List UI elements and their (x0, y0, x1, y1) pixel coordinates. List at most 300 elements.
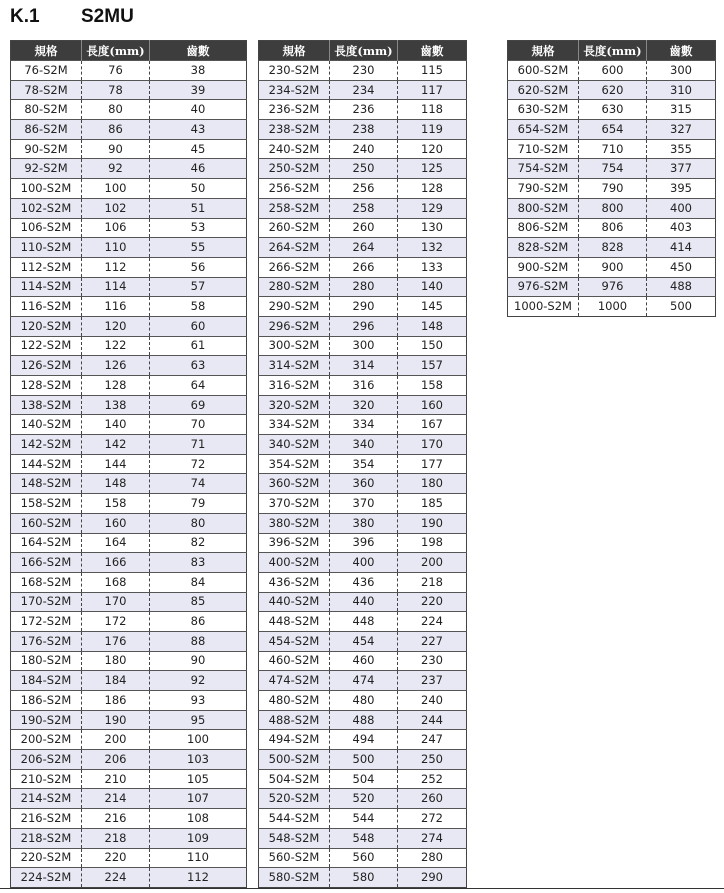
spec-cell: 102-S2M (11, 198, 82, 218)
teeth-cell: 227 (398, 631, 467, 651)
teeth-cell: 130 (398, 218, 467, 238)
teeth-cell: 377 (647, 159, 716, 179)
length-cell: 160 (82, 513, 150, 533)
length-cell: 200 (82, 730, 150, 750)
table-row (11, 395, 247, 415)
teeth-cell: 95 (150, 710, 247, 730)
table-row (11, 828, 247, 848)
length-cell: 710 (579, 139, 647, 159)
header-length: 長度(mm) (82, 41, 150, 61)
spec-cell: 90-S2M (11, 139, 82, 159)
bottom-divider (0, 888, 724, 889)
teeth-cell: 57 (150, 277, 247, 297)
teeth-cell: 63 (150, 356, 247, 376)
spec-cell: 176-S2M (11, 631, 82, 651)
table-row (11, 631, 247, 651)
table-row (11, 494, 247, 514)
table-row (259, 376, 467, 396)
table-row (11, 750, 247, 770)
table-row (259, 474, 467, 494)
table-row (11, 179, 247, 199)
teeth-cell: 157 (398, 356, 467, 376)
spec-cell: 334-S2M (259, 415, 330, 435)
teeth-cell: 290 (398, 868, 467, 888)
length-cell: 296 (330, 316, 398, 336)
length-cell: 316 (330, 376, 398, 396)
length-cell: 620 (579, 80, 647, 100)
length-cell: 106 (82, 218, 150, 238)
length-cell: 454 (330, 631, 398, 651)
length-cell: 166 (82, 553, 150, 573)
table-header-row (508, 41, 716, 61)
product-name: S2MU (81, 6, 134, 27)
teeth-cell: 92 (150, 671, 247, 691)
spec-cell: 172-S2M (11, 612, 82, 632)
teeth-cell: 90 (150, 651, 247, 671)
spec-cell: 266-S2M (259, 257, 330, 277)
table-row (11, 848, 247, 868)
table-row (11, 769, 247, 789)
spec-cell: 400-S2M (259, 553, 330, 573)
teeth-cell: 414 (647, 238, 716, 258)
teeth-cell: 86 (150, 612, 247, 632)
length-cell: 92 (82, 159, 150, 179)
spec-cell: 480-S2M (259, 691, 330, 711)
table-row (11, 415, 247, 435)
table-header-row (11, 41, 247, 61)
spec-cell: 354-S2M (259, 454, 330, 474)
spec-cell: 166-S2M (11, 553, 82, 573)
table-row (11, 139, 247, 159)
teeth-cell: 128 (398, 179, 467, 199)
table-row (259, 336, 467, 356)
spec-cell: 280-S2M (259, 277, 330, 297)
spec-cell: 790-S2M (508, 179, 579, 199)
spec-cell: 216-S2M (11, 809, 82, 829)
spec-cell: 296-S2M (259, 316, 330, 336)
section-code: K.1 (10, 6, 40, 27)
table-row (259, 809, 467, 829)
table-row (11, 612, 247, 632)
table-row (259, 218, 467, 238)
teeth-cell: 112 (150, 868, 247, 888)
spec-cell: 168-S2M (11, 572, 82, 592)
length-cell: 580 (330, 868, 398, 888)
table-header-row (259, 41, 467, 61)
table-row (259, 691, 467, 711)
spec-cell: 710-S2M (508, 139, 579, 159)
teeth-cell: 58 (150, 297, 247, 317)
teeth-cell: 355 (647, 139, 716, 159)
length-cell: 280 (330, 277, 398, 297)
spec-cell: 454-S2M (259, 631, 330, 651)
teeth-cell: 83 (150, 553, 247, 573)
teeth-cell: 43 (150, 120, 247, 140)
teeth-cell: 109 (150, 828, 247, 848)
teeth-cell: 117 (398, 80, 467, 100)
table-row (259, 435, 467, 455)
table-row (259, 828, 467, 848)
table-row (259, 257, 467, 277)
length-cell: 240 (330, 139, 398, 159)
teeth-cell: 82 (150, 533, 247, 553)
spec-cell: 800-S2M (508, 198, 579, 218)
spec-cell: 440-S2M (259, 592, 330, 612)
teeth-cell: 125 (398, 159, 467, 179)
spec-cell: 500-S2M (259, 750, 330, 770)
length-cell: 128 (82, 376, 150, 396)
length-cell: 210 (82, 769, 150, 789)
length-cell: 828 (579, 238, 647, 258)
length-cell: 800 (579, 198, 647, 218)
spec-cell: 164-S2M (11, 533, 82, 553)
length-cell: 380 (330, 513, 398, 533)
length-cell: 220 (82, 848, 150, 868)
table-row (259, 612, 467, 632)
length-cell: 370 (330, 494, 398, 514)
teeth-cell: 500 (647, 297, 716, 317)
table-row (259, 100, 467, 120)
table-row (11, 789, 247, 809)
length-cell: 544 (330, 809, 398, 829)
length-cell: 112 (82, 257, 150, 277)
spec-cell: 316-S2M (259, 376, 330, 396)
teeth-cell: 280 (398, 848, 467, 868)
teeth-cell: 50 (150, 179, 247, 199)
table-row (11, 120, 247, 140)
teeth-cell: 118 (398, 100, 467, 120)
header-length: 長度(mm) (579, 41, 647, 61)
length-cell: 630 (579, 100, 647, 120)
length-cell: 126 (82, 356, 150, 376)
spec-cell: 436-S2M (259, 572, 330, 592)
spec-cell: 184-S2M (11, 671, 82, 691)
length-cell: 86 (82, 120, 150, 140)
length-cell: 238 (330, 120, 398, 140)
table-row (259, 750, 467, 770)
length-cell: 180 (82, 651, 150, 671)
teeth-cell: 488 (647, 277, 716, 297)
table-row (11, 454, 247, 474)
spec-cell: 474-S2M (259, 671, 330, 691)
teeth-cell: 220 (398, 592, 467, 612)
length-cell: 320 (330, 395, 398, 415)
length-cell: 548 (330, 828, 398, 848)
teeth-cell: 272 (398, 809, 467, 829)
spec-cell: 224-S2M (11, 868, 82, 888)
table-row (259, 277, 467, 297)
length-cell: 806 (579, 218, 647, 238)
table-row (11, 218, 247, 238)
table-row (508, 100, 716, 120)
spec-cell: 238-S2M (259, 120, 330, 140)
table-row (11, 356, 247, 376)
spec-cell: 160-S2M (11, 513, 82, 533)
length-cell: 114 (82, 277, 150, 297)
length-cell: 504 (330, 769, 398, 789)
length-cell: 100 (82, 179, 150, 199)
length-cell: 400 (330, 553, 398, 573)
teeth-cell: 158 (398, 376, 467, 396)
spec-cell: 86-S2M (11, 120, 82, 140)
teeth-cell: 119 (398, 120, 467, 140)
table-row (11, 513, 247, 533)
spec-cell: 504-S2M (259, 769, 330, 789)
header-teeth: 齒數 (150, 41, 247, 61)
table-row (259, 139, 467, 159)
table-row (11, 316, 247, 336)
teeth-cell: 93 (150, 691, 247, 711)
teeth-cell: 200 (398, 553, 467, 573)
teeth-cell: 107 (150, 789, 247, 809)
teeth-cell: 51 (150, 198, 247, 218)
teeth-cell: 70 (150, 415, 247, 435)
table-row (259, 179, 467, 199)
spec-cell: 144-S2M (11, 454, 82, 474)
table-row (11, 533, 247, 553)
teeth-cell: 400 (647, 198, 716, 218)
length-cell: 168 (82, 572, 150, 592)
length-cell: 144 (82, 454, 150, 474)
teeth-cell: 190 (398, 513, 467, 533)
table-row (11, 710, 247, 730)
teeth-cell: 237 (398, 671, 467, 691)
spec-cell: 900-S2M (508, 257, 579, 277)
table-row (508, 61, 716, 81)
table-row (259, 592, 467, 612)
spec-cell: 128-S2M (11, 376, 82, 396)
teeth-cell: 79 (150, 494, 247, 514)
length-cell: 300 (330, 336, 398, 356)
spec-cell: 630-S2M (508, 100, 579, 120)
teeth-cell: 40 (150, 100, 247, 120)
table-row (11, 553, 247, 573)
spec-cell: 126-S2M (11, 356, 82, 376)
teeth-cell: 240 (398, 691, 467, 711)
table-row (508, 277, 716, 297)
length-cell: 266 (330, 257, 398, 277)
spec-cell: 314-S2M (259, 356, 330, 376)
length-cell: 158 (82, 494, 150, 514)
table-row (11, 257, 247, 277)
length-cell: 230 (330, 61, 398, 81)
teeth-cell: 310 (647, 80, 716, 100)
spec-cell: 158-S2M (11, 494, 82, 514)
teeth-cell: 150 (398, 336, 467, 356)
table-row (508, 198, 716, 218)
table-row (508, 257, 716, 277)
spec-table-3 (507, 40, 716, 317)
teeth-cell: 46 (150, 159, 247, 179)
teeth-cell: 110 (150, 848, 247, 868)
length-cell: 290 (330, 297, 398, 317)
table-row (11, 159, 247, 179)
teeth-cell: 180 (398, 474, 467, 494)
table-row (11, 435, 247, 455)
table-row (508, 238, 716, 258)
length-cell: 236 (330, 100, 398, 120)
length-cell: 474 (330, 671, 398, 691)
teeth-cell: 72 (150, 454, 247, 474)
spec-cell: 264-S2M (259, 238, 330, 258)
spec-cell: 206-S2M (11, 750, 82, 770)
teeth-cell: 108 (150, 809, 247, 829)
table-row (11, 592, 247, 612)
spec-cell: 180-S2M (11, 651, 82, 671)
teeth-cell: 115 (398, 61, 467, 81)
spec-cell: 488-S2M (259, 710, 330, 730)
length-cell: 600 (579, 61, 647, 81)
table-row (11, 100, 247, 120)
teeth-cell: 160 (398, 395, 467, 415)
length-cell: 116 (82, 297, 150, 317)
table-row (259, 848, 467, 868)
table-row (259, 395, 467, 415)
table-row (259, 120, 467, 140)
spec-cell: 76-S2M (11, 61, 82, 81)
length-cell: 754 (579, 159, 647, 179)
table-row (259, 454, 467, 474)
spec-cell: 114-S2M (11, 277, 82, 297)
teeth-cell: 55 (150, 238, 247, 258)
length-cell: 560 (330, 848, 398, 868)
spec-cell: 122-S2M (11, 336, 82, 356)
table-row (508, 120, 716, 140)
length-cell: 216 (82, 809, 150, 829)
table-row (11, 277, 247, 297)
spec-cell: 258-S2M (259, 198, 330, 218)
teeth-cell: 45 (150, 139, 247, 159)
table-row (259, 415, 467, 435)
spec-cell: 220-S2M (11, 848, 82, 868)
teeth-cell: 39 (150, 80, 247, 100)
table-row (11, 730, 247, 750)
spec-cell: 494-S2M (259, 730, 330, 750)
length-cell: 314 (330, 356, 398, 376)
table-row (259, 572, 467, 592)
teeth-cell: 103 (150, 750, 247, 770)
teeth-cell: 198 (398, 533, 467, 553)
spec-cell: 138-S2M (11, 395, 82, 415)
length-cell: 122 (82, 336, 150, 356)
spec-cell: 460-S2M (259, 651, 330, 671)
spec-cell: 92-S2M (11, 159, 82, 179)
length-cell: 76 (82, 61, 150, 81)
spec-cell: 110-S2M (11, 238, 82, 258)
teeth-cell: 64 (150, 376, 247, 396)
teeth-cell: 61 (150, 336, 247, 356)
length-cell: 264 (330, 238, 398, 258)
length-cell: 140 (82, 415, 150, 435)
length-cell: 440 (330, 592, 398, 612)
length-cell: 138 (82, 395, 150, 415)
length-cell: 790 (579, 179, 647, 199)
table-row (11, 376, 247, 396)
table-row (508, 179, 716, 199)
table-row (11, 80, 247, 100)
table-row (259, 769, 467, 789)
teeth-cell: 224 (398, 612, 467, 632)
spec-cell: 340-S2M (259, 435, 330, 455)
teeth-cell: 167 (398, 415, 467, 435)
table-row (259, 80, 467, 100)
length-cell: 224 (82, 868, 150, 888)
spec-cell: 100-S2M (11, 179, 82, 199)
teeth-cell: 145 (398, 297, 467, 317)
header-teeth: 齒數 (647, 41, 716, 61)
teeth-cell: 85 (150, 592, 247, 612)
length-cell: 260 (330, 218, 398, 238)
table-row (259, 789, 467, 809)
table-row (11, 691, 247, 711)
teeth-cell: 80 (150, 513, 247, 533)
teeth-cell: 53 (150, 218, 247, 238)
table-row (259, 316, 467, 336)
spec-cell: 170-S2M (11, 592, 82, 612)
length-cell: 494 (330, 730, 398, 750)
length-cell: 480 (330, 691, 398, 711)
table-row (259, 513, 467, 533)
table-row (11, 809, 247, 829)
table-row (259, 553, 467, 573)
length-cell: 120 (82, 316, 150, 336)
spec-cell: 754-S2M (508, 159, 579, 179)
teeth-cell: 129 (398, 198, 467, 218)
length-cell: 206 (82, 750, 150, 770)
spec-cell: 260-S2M (259, 218, 330, 238)
length-cell: 354 (330, 454, 398, 474)
length-cell: 102 (82, 198, 150, 218)
length-cell: 654 (579, 120, 647, 140)
teeth-cell: 133 (398, 257, 467, 277)
spec-cell: 214-S2M (11, 789, 82, 809)
teeth-cell: 105 (150, 769, 247, 789)
header-spec: 規格 (11, 41, 82, 61)
table-row (11, 61, 247, 81)
spec-cell: 234-S2M (259, 80, 330, 100)
teeth-cell: 71 (150, 435, 247, 455)
teeth-cell: 148 (398, 316, 467, 336)
spec-cell: 218-S2M (11, 828, 82, 848)
length-cell: 142 (82, 435, 150, 455)
table-row (259, 159, 467, 179)
teeth-cell: 84 (150, 572, 247, 592)
teeth-cell: 100 (150, 730, 247, 750)
spec-cell: 230-S2M (259, 61, 330, 81)
table-row (11, 474, 247, 494)
length-cell: 186 (82, 691, 150, 711)
table-row (11, 868, 247, 888)
spec-table-2 (258, 40, 467, 888)
spec-cell: 210-S2M (11, 769, 82, 789)
length-cell: 80 (82, 100, 150, 120)
spec-cell: 186-S2M (11, 691, 82, 711)
table-row (259, 356, 467, 376)
length-cell: 218 (82, 828, 150, 848)
spec-cell: 370-S2M (259, 494, 330, 514)
teeth-cell: 132 (398, 238, 467, 258)
spec-cell: 236-S2M (259, 100, 330, 120)
teeth-cell: 69 (150, 395, 247, 415)
teeth-cell: 88 (150, 631, 247, 651)
table-row (259, 868, 467, 888)
length-cell: 520 (330, 789, 398, 809)
table-row (508, 80, 716, 100)
spec-table-1 (10, 40, 247, 888)
teeth-cell: 170 (398, 435, 467, 455)
teeth-cell: 74 (150, 474, 247, 494)
length-cell: 334 (330, 415, 398, 435)
